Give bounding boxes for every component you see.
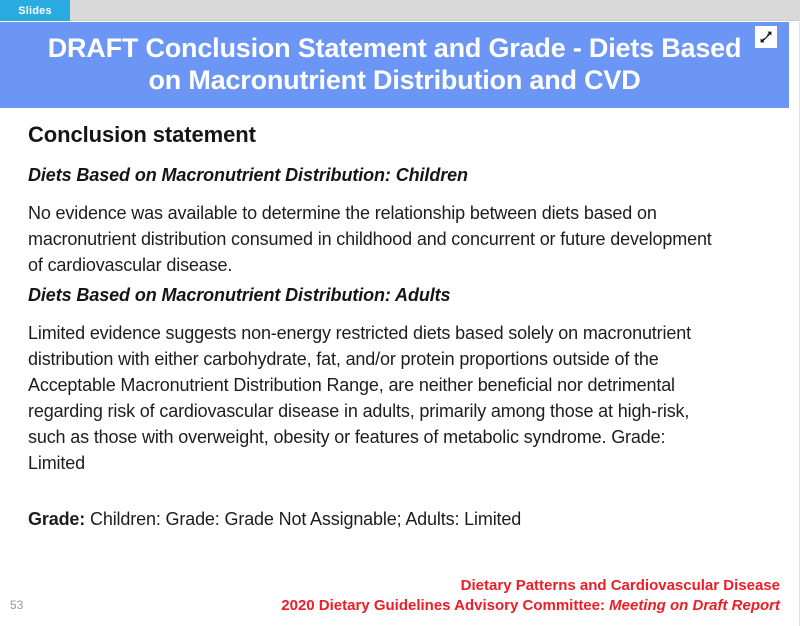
grade-label: Grade: xyxy=(28,509,86,529)
footer-line-2-emphasis: Meeting on Draft Report xyxy=(609,596,780,614)
paragraph-adults: Limited evidence suggests non-energy restricted diets based solely on macronutrient distribution with either carbohydrate, fat, and/or protein proportions outside of the Acceptable Macronutrient Distribution Range, are neither beneficial nor detrimental regarding risk of cardiovascular disease in adults, primarily among those at high-risk, such as those with overweight, obesity or features of metabolic syndrome. Grade: Limited xyxy=(28,323,691,474)
tab-strip-filler xyxy=(70,0,800,21)
footer-line-2 xyxy=(281,596,780,616)
tab-slides-label: Slides xyxy=(18,4,52,17)
slide-number: 53 xyxy=(10,598,24,612)
slide-footer xyxy=(281,576,780,617)
tab-strip xyxy=(0,0,800,22)
grade-value: Children: Grade: Grade Not Assignable; Adults: Limited xyxy=(89,509,522,529)
slide-body xyxy=(0,108,800,626)
slide-title-banner xyxy=(0,22,789,108)
grade-summary xyxy=(28,509,521,530)
subheading-adults: Diets Based on Macronutrient Distribution: Adults xyxy=(28,285,451,305)
footer-line-2-prefix: 2020 Dietary Guidelines Advisory Committee: xyxy=(281,596,610,614)
expand-diagonal-icon[interactable] xyxy=(755,26,777,48)
slide-title: DRAFT Conclusion Statement and Grade - Diets Based on Macronutrient Distribution and CVD xyxy=(47,33,742,95)
footer-line-1: Dietary Patterns and Cardiovascular Disease xyxy=(460,576,780,594)
tab-slides[interactable] xyxy=(0,0,70,21)
paragraph-children: No evidence was available to determine the relationship between diets based on macronutrient distribution consumed in childhood and concurrent or future development of cardiovascular disease. xyxy=(28,203,712,276)
conclusion-statement-heading: Conclusion statement xyxy=(28,122,256,147)
subheading-children: Diets Based on Macronutrient Distribution: Children xyxy=(28,165,468,185)
slide-canvas xyxy=(0,22,800,626)
